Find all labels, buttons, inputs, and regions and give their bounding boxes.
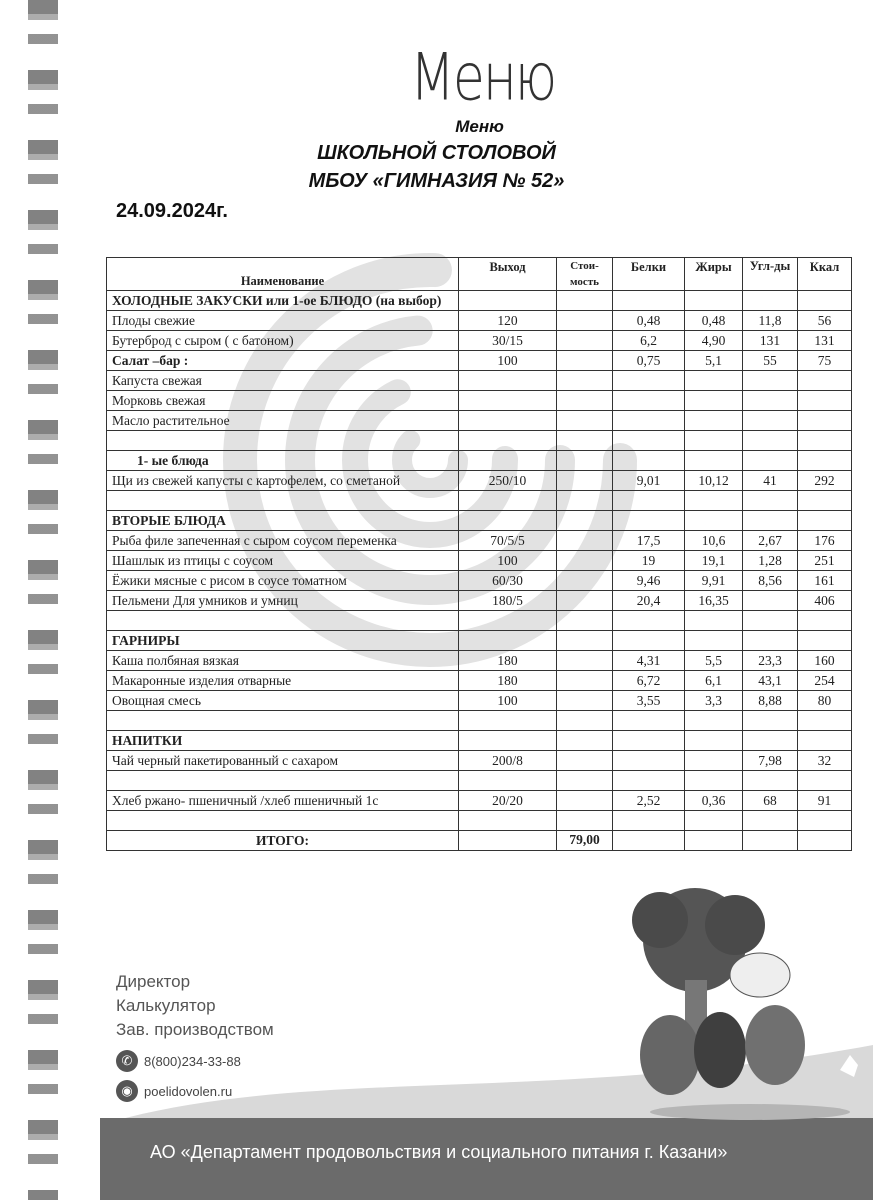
cell-kcal xyxy=(798,511,852,531)
cell-output: 180 xyxy=(459,671,557,691)
cell-protein xyxy=(613,731,685,751)
cell-name xyxy=(107,611,459,631)
phone-icon: ✆ xyxy=(116,1050,138,1072)
role-production-head: Зав. производством xyxy=(116,1020,274,1039)
cell-output: 30/15 xyxy=(459,331,557,351)
cell-fat xyxy=(685,291,743,311)
table-row xyxy=(107,331,852,351)
cell-protein: 20,4 xyxy=(613,591,685,611)
cell-kcal: 254 xyxy=(798,671,852,691)
cell-output xyxy=(459,711,557,731)
cell-fat: 6,1 xyxy=(685,671,743,691)
cell-carbs xyxy=(743,411,798,431)
cell-name: ХОЛОДНЫЕ ЗАКУСКИ или 1-ое БЛЮДО (на выбор) xyxy=(107,291,459,311)
table-row xyxy=(107,751,852,771)
cell-name xyxy=(107,771,459,791)
cell-carbs: 7,98 xyxy=(743,751,798,771)
cell-output xyxy=(459,451,557,471)
cell-carbs xyxy=(743,291,798,311)
cell-output xyxy=(459,771,557,791)
table-row xyxy=(107,391,852,411)
cell-fat xyxy=(685,371,743,391)
cell-name: 1- ые блюда xyxy=(107,451,459,471)
cell-carbs: 55 xyxy=(743,351,798,371)
cell-output xyxy=(459,391,557,411)
cell-carbs: 41 xyxy=(743,471,798,491)
cell-kcal: 75 xyxy=(798,351,852,371)
cell-kcal xyxy=(798,491,852,511)
cell-name: Хлеб ржано- пшеничный /хлеб пшеничный 1с xyxy=(107,791,459,811)
col-header-protein: Белки xyxy=(613,258,685,291)
total-row xyxy=(107,831,852,851)
table-row xyxy=(107,711,852,731)
table-row xyxy=(107,511,852,531)
cell-cost xyxy=(557,431,613,451)
col-header-carbs: Угл-ды xyxy=(743,258,798,291)
cell-name: Плоды свежие xyxy=(107,311,459,331)
total-empty-cell xyxy=(798,831,852,851)
cell-protein: 6,72 xyxy=(613,671,685,691)
cell-output: 70/5/5 xyxy=(459,531,557,551)
cell-cost xyxy=(557,811,613,831)
cell-carbs xyxy=(743,391,798,411)
cell-name: Пельмени Для умников и умниц xyxy=(107,591,459,611)
cell-name: Шашлык из птицы с соусом xyxy=(107,551,459,571)
cell-kcal xyxy=(798,431,852,451)
cell-name: НАПИТКИ xyxy=(107,731,459,751)
cell-carbs xyxy=(743,491,798,511)
footer-contacts xyxy=(116,970,274,1102)
phone-contact xyxy=(116,1050,274,1072)
cell-output xyxy=(459,411,557,431)
cell-kcal: 161 xyxy=(798,571,852,591)
cell-cost xyxy=(557,471,613,491)
cell-protein xyxy=(613,711,685,731)
cell-protein: 0,48 xyxy=(613,311,685,331)
cell-carbs xyxy=(743,451,798,471)
cell-fat: 19,1 xyxy=(685,551,743,571)
cell-fat: 0,48 xyxy=(685,311,743,331)
cell-cost xyxy=(557,351,613,371)
cell-cost xyxy=(557,491,613,511)
cell-kcal: 56 xyxy=(798,311,852,331)
cell-fat: 5,5 xyxy=(685,651,743,671)
cell-cost xyxy=(557,671,613,691)
table-row xyxy=(107,471,852,491)
cell-carbs xyxy=(743,611,798,631)
cell-fat xyxy=(685,711,743,731)
cell-cost xyxy=(557,451,613,471)
handwritten-title: Меню xyxy=(410,40,556,116)
cell-cost xyxy=(557,731,613,751)
table-row xyxy=(107,491,852,511)
cell-cost xyxy=(557,791,613,811)
cell-kcal: 32 xyxy=(798,751,852,771)
cell-kcal xyxy=(798,771,852,791)
cell-cost xyxy=(557,411,613,431)
table-row xyxy=(107,591,852,611)
cell-fat xyxy=(685,731,743,751)
cell-output: 180/5 xyxy=(459,591,557,611)
cell-output: 120 xyxy=(459,311,557,331)
cell-protein xyxy=(613,611,685,631)
cell-cost xyxy=(557,751,613,771)
cell-name xyxy=(107,491,459,511)
col-header-cost: Стои-мость xyxy=(557,258,613,291)
table-row xyxy=(107,611,852,631)
cell-name: Бутерброд с сыром ( с батоном) xyxy=(107,331,459,351)
cell-carbs xyxy=(743,811,798,831)
cell-kcal xyxy=(798,371,852,391)
table-row xyxy=(107,791,852,811)
table-row xyxy=(107,731,852,751)
cell-cost xyxy=(557,771,613,791)
cell-carbs: 23,3 xyxy=(743,651,798,671)
col-header-kcal: Ккал xyxy=(798,258,852,291)
table-row xyxy=(107,431,852,451)
cell-output: 60/30 xyxy=(459,571,557,591)
cell-carbs: 2,67 xyxy=(743,531,798,551)
cell-fat: 9,91 xyxy=(685,571,743,591)
cell-cost xyxy=(557,371,613,391)
cell-kcal: 160 xyxy=(798,651,852,671)
cell-kcal: 131 xyxy=(798,331,852,351)
cell-output xyxy=(459,431,557,451)
cell-kcal xyxy=(798,391,852,411)
cell-output: 200/8 xyxy=(459,751,557,771)
cell-name: Щи из свежей капусты с картофелем, со сметаной xyxy=(107,471,459,491)
cell-kcal xyxy=(798,411,852,431)
cell-name: ГАРНИРЫ xyxy=(107,631,459,651)
cell-output xyxy=(459,811,557,831)
cell-output: 180 xyxy=(459,651,557,671)
cell-name xyxy=(107,811,459,831)
cell-name xyxy=(107,711,459,731)
cell-carbs xyxy=(743,591,798,611)
table-row xyxy=(107,691,852,711)
cell-fat xyxy=(685,431,743,451)
cell-carbs xyxy=(743,631,798,651)
cell-fat xyxy=(685,751,743,771)
cell-carbs: 11,8 xyxy=(743,311,798,331)
cell-kcal: 91 xyxy=(798,791,852,811)
cell-kcal: 251 xyxy=(798,551,852,571)
total-cost: 79,00 xyxy=(557,831,613,851)
total-label: ИТОГО: xyxy=(107,831,459,851)
cell-protein xyxy=(613,751,685,771)
cell-protein xyxy=(613,291,685,311)
total-empty-cell xyxy=(685,831,743,851)
table-row xyxy=(107,411,852,431)
cell-kcal xyxy=(798,811,852,831)
school-title: МБОУ «ГИМНАЗИЯ № 52» xyxy=(308,170,565,192)
table-row xyxy=(107,571,852,591)
cell-name: Масло растительное xyxy=(107,411,459,431)
cell-output xyxy=(459,511,557,531)
cell-protein xyxy=(613,491,685,511)
table-row xyxy=(107,311,852,331)
cell-cost xyxy=(557,531,613,551)
cell-cost xyxy=(557,391,613,411)
cell-name: Ёжики мясные с рисом в соусе томатном xyxy=(107,571,459,591)
canteen-title: ШКОЛЬНОЙ СТОЛОВОЙ xyxy=(317,142,556,164)
phone-number: 8(800)234-33-88 xyxy=(144,1053,241,1069)
cell-carbs xyxy=(743,511,798,531)
cell-name: Морковь свежая xyxy=(107,391,459,411)
cell-name: ВТОРЫЕ БЛЮДА xyxy=(107,511,459,531)
total-empty-cell xyxy=(459,831,557,851)
cell-fat xyxy=(685,411,743,431)
cell-fat xyxy=(685,491,743,511)
cell-carbs: 8,88 xyxy=(743,691,798,711)
cell-protein xyxy=(613,811,685,831)
col-header-output: Выход xyxy=(459,258,557,291)
table-row xyxy=(107,371,852,391)
cell-cost xyxy=(557,691,613,711)
cell-carbs xyxy=(743,771,798,791)
cell-fat xyxy=(685,451,743,471)
cell-output: 250/10 xyxy=(459,471,557,491)
cell-name: Овощная смесь xyxy=(107,691,459,711)
cell-protein: 9,46 xyxy=(613,571,685,591)
cell-carbs: 68 xyxy=(743,791,798,811)
cell-fat xyxy=(685,511,743,531)
cell-kcal xyxy=(798,631,852,651)
globe-icon: ◉ xyxy=(116,1080,138,1102)
cell-cost xyxy=(557,551,613,571)
cell-protein: 17,5 xyxy=(613,531,685,551)
cell-fat xyxy=(685,771,743,791)
total-empty-cell xyxy=(743,831,798,851)
table-header-row xyxy=(107,258,852,291)
cell-fat: 10,6 xyxy=(685,531,743,551)
cell-cost xyxy=(557,511,613,531)
cell-kcal xyxy=(798,731,852,751)
table-row xyxy=(107,631,852,651)
cell-cost xyxy=(557,631,613,651)
cell-fat: 4,90 xyxy=(685,331,743,351)
cell-kcal: 80 xyxy=(798,691,852,711)
mascots-illustration xyxy=(600,880,870,1120)
cell-kcal xyxy=(798,711,852,731)
cell-protein xyxy=(613,451,685,471)
menu-table xyxy=(106,257,852,851)
cell-output: 100 xyxy=(459,551,557,571)
cell-cost xyxy=(557,591,613,611)
cell-protein xyxy=(613,631,685,651)
cell-output: 20/20 xyxy=(459,791,557,811)
table-row xyxy=(107,291,852,311)
cell-cost xyxy=(557,711,613,731)
cell-carbs: 43,1 xyxy=(743,671,798,691)
cell-carbs: 1,28 xyxy=(743,551,798,571)
cell-name: Макаронные изделия отварные xyxy=(107,671,459,691)
cell-output xyxy=(459,291,557,311)
table-row xyxy=(107,771,852,791)
total-empty-cell xyxy=(613,831,685,851)
cell-name xyxy=(107,431,459,451)
cell-protein: 0,75 xyxy=(613,351,685,371)
col-header-fat: Жиры xyxy=(685,258,743,291)
website-link: poelidovolen.ru xyxy=(144,1083,233,1099)
cell-fat: 3,3 xyxy=(685,691,743,711)
cell-protein xyxy=(613,771,685,791)
cell-cost xyxy=(557,571,613,591)
cell-protein: 19 xyxy=(613,551,685,571)
cell-protein: 9,01 xyxy=(613,471,685,491)
cell-name: Рыба филе запеченная с сыром соусом переменка xyxy=(107,531,459,551)
cell-protein xyxy=(613,431,685,451)
cell-kcal xyxy=(798,451,852,471)
table-row xyxy=(107,671,852,691)
cell-protein xyxy=(613,411,685,431)
col-header-name: Наименование xyxy=(107,258,459,291)
cell-output xyxy=(459,631,557,651)
cell-carbs xyxy=(743,371,798,391)
cell-fat xyxy=(685,631,743,651)
cell-kcal xyxy=(798,611,852,631)
table-row xyxy=(107,651,852,671)
cell-protein: 6,2 xyxy=(613,331,685,351)
cell-cost xyxy=(557,331,613,351)
cell-kcal: 292 xyxy=(798,471,852,491)
cell-kcal xyxy=(798,291,852,311)
role-director: Директор xyxy=(116,972,191,991)
table-row xyxy=(107,531,852,551)
table-row xyxy=(107,811,852,831)
cell-fat: 10,12 xyxy=(685,471,743,491)
cell-name: Капуста свежая xyxy=(107,371,459,391)
cell-output xyxy=(459,611,557,631)
cell-cost xyxy=(557,291,613,311)
table-row xyxy=(107,451,852,471)
website-contact xyxy=(116,1080,274,1102)
cell-name: Каша полбяная вязкая xyxy=(107,651,459,671)
cell-carbs: 8,56 xyxy=(743,571,798,591)
table-row xyxy=(107,351,852,371)
cell-fat: 0,36 xyxy=(685,791,743,811)
cell-cost xyxy=(557,611,613,631)
cell-fat xyxy=(685,391,743,411)
cell-kcal: 176 xyxy=(798,531,852,551)
cell-kcal: 406 xyxy=(798,591,852,611)
menu-date: 24.09.2024г. xyxy=(116,200,228,222)
cell-name: Чай черный пакетированный с сахаром xyxy=(107,751,459,771)
cell-fat: 16,35 xyxy=(685,591,743,611)
cell-output: 100 xyxy=(459,691,557,711)
cell-name: Салат –бар : xyxy=(107,351,459,371)
table-row xyxy=(107,551,852,571)
cell-protein: 3,55 xyxy=(613,691,685,711)
organization-name: АО «Департамент продовольствия и социального питания г. Казани» xyxy=(150,1142,728,1162)
cell-output xyxy=(459,731,557,751)
role-calculator: Калькулятор xyxy=(116,996,216,1015)
cell-carbs xyxy=(743,731,798,751)
menu-title: Меню xyxy=(455,117,504,136)
cell-protein xyxy=(613,511,685,531)
cell-protein: 2,52 xyxy=(613,791,685,811)
cell-cost xyxy=(557,651,613,671)
cell-output xyxy=(459,491,557,511)
cell-protein xyxy=(613,391,685,411)
cell-protein: 4,31 xyxy=(613,651,685,671)
cell-cost xyxy=(557,311,613,331)
cell-output: 100 xyxy=(459,351,557,371)
cell-output xyxy=(459,371,557,391)
cell-carbs: 131 xyxy=(743,331,798,351)
cell-carbs xyxy=(743,431,798,451)
cell-fat xyxy=(685,611,743,631)
cell-fat: 5,1 xyxy=(685,351,743,371)
cell-carbs xyxy=(743,711,798,731)
cell-protein xyxy=(613,371,685,391)
cell-fat xyxy=(685,811,743,831)
